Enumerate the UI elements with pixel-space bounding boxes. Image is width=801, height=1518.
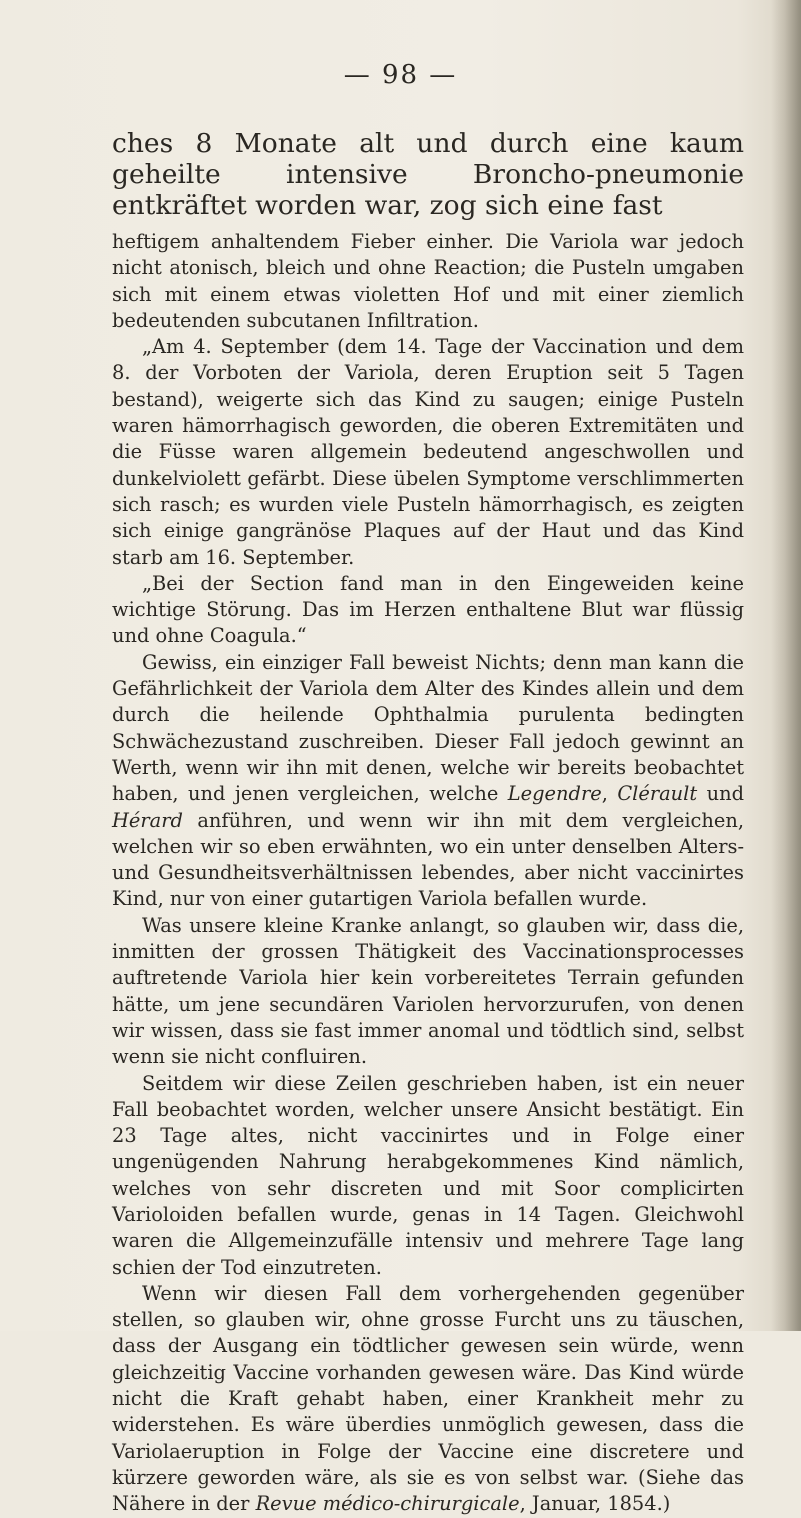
discussion-text-b: anführen, und wenn wir ihn mit dem vergleichen, welchen wir so eben erwähnten, wo ein unter denselben Alters- und Gesundheitsverhältnissen lebendes, aber nicht vaccinirtes Kind, nur von einer gutartigen Variola befallen wurde. xyxy=(112,808,744,911)
author-conjunction: und xyxy=(697,782,744,806)
discussion-text-a: Gewiss, ein einziger Fall beweist Nichts; denn man kann die Gefährlichkeit der Variola dem Alter des Kindes allein und dem durch die heilende Ophthalmia purulenta bedingten Schwächezustand zuschreiben. Dieser Fall jedoch gewinnt an Werth, wenn wir ihn mit denen, welche wir bereits beobachtet haben, und jenen vergleichen, welche xyxy=(112,650,744,806)
paragraph-lead-large xyxy=(112,128,744,221)
conclusion-text-b: , Januar, 1854.) xyxy=(519,1492,671,1516)
page-binding-shadow xyxy=(771,0,801,1331)
paragraph-patient-analysis: Was unsere kleine Kranke anlangt, so glauben wir, dass die, inmitten der grossen Thätigkeit des Vaccinationsprocesses auftretende Variola hier kein vorbereitetes Terrain gefunden hätte, um jene secundären Variolen hervorzurufen, von denen wir wissen, dass sie fast immer anomal und tödtlich sind, selbst wenn sie nicht confluiren. xyxy=(112,913,744,1069)
paragraph-conclusion xyxy=(112,1281,744,1518)
lead-text-small: heftigem anhaltendem Fieber einher. Die Variola war jedoch nicht atonisch, bleich und ohne Reaction; die Pusteln umgaben sich mit einem etwas violetten Hof und mit einer ziemlich bedeutenden subcutanen Infiltration. xyxy=(112,230,744,332)
author-herard: Hérard xyxy=(112,808,183,832)
paragraph-new-case: Seitdem wir diese Zeilen geschrieben haben, ist ein neuer Fall beobachtet worden, welcher unsere Ansicht bestätigt. Ein 23 Tage altes, nicht vaccinirtes und in Folge einer ungenügenden Nahrung herabgekommenes Kind nämlich, welches von sehr discreten und mit Soor complicirten Varioloiden befallen wurde, genas in 14 Tagen. Gleichwohl waren die Allgemeinzufälle intensiv und mehrere Tage lang schien der Tod einzutreten. xyxy=(112,1071,744,1279)
author-clerault: Clérault xyxy=(617,782,698,806)
paragraph-lead-continued xyxy=(112,229,744,334)
page-number: — 98 — xyxy=(343,60,458,90)
source-journal-title: Revue médico-chirurgicale xyxy=(255,1492,520,1516)
lead-text-large: ches 8 Monate alt und durch eine kaum geheilte intensive Broncho-pneumonie entkräftet worden war, zog sich eine fast xyxy=(112,128,744,221)
body-text xyxy=(112,128,744,1518)
paragraph-case-report: „Am 4. September (dem 14. Tage der Vaccination und dem 8. der Vorboten der Variola, deren Eruption seit 5 Tagen bestand), weigerte sich das Kind zu saugen; einige Pusteln waren hämorrhagisch geworden, die oberen Extremitäten und die Füsse waren allgemein bedeutend angeschwollen und dunkelviolett gefärbt. Diese übelen Symptome verschlimmerten sich rasch; es wurden viele Pusteln hämorrhagisch, es zeigten sich einige gangränöse Plaques auf der Haut und das Kind starb am 16. September. xyxy=(112,335,744,569)
author-legendre: Legendre xyxy=(507,782,602,806)
conclusion-text-a: Wenn wir diesen Fall dem vorhergehenden gegenüber stellen, so glauben wir, ohne grosse Furcht uns zu täuschen, dass der Ausgang ein tödtlicher gewesen sein würde, wenn gleichzeitig Vaccine vorhanden gewesen wäre. Das Kind würde nicht die Kraft gehabt haben, einer Krankheit mehr zu widerstehen. Es wäre überdies unmöglich gewesen, dass die Variolaeruption in Folge der Vaccine eine discretere und kürzere geworden wäre, als sie es von selbst war. (Siehe das Nähere in der xyxy=(112,1281,744,1516)
author-separator: , xyxy=(601,782,618,806)
paragraph-discussion xyxy=(112,650,744,913)
paragraph-section-findings: „Bei der Section fand man in den Eingeweiden keine wichtige Störung. Das im Herzen enthaltene Blut war flüssig und ohne Coagula.“ xyxy=(112,571,744,648)
